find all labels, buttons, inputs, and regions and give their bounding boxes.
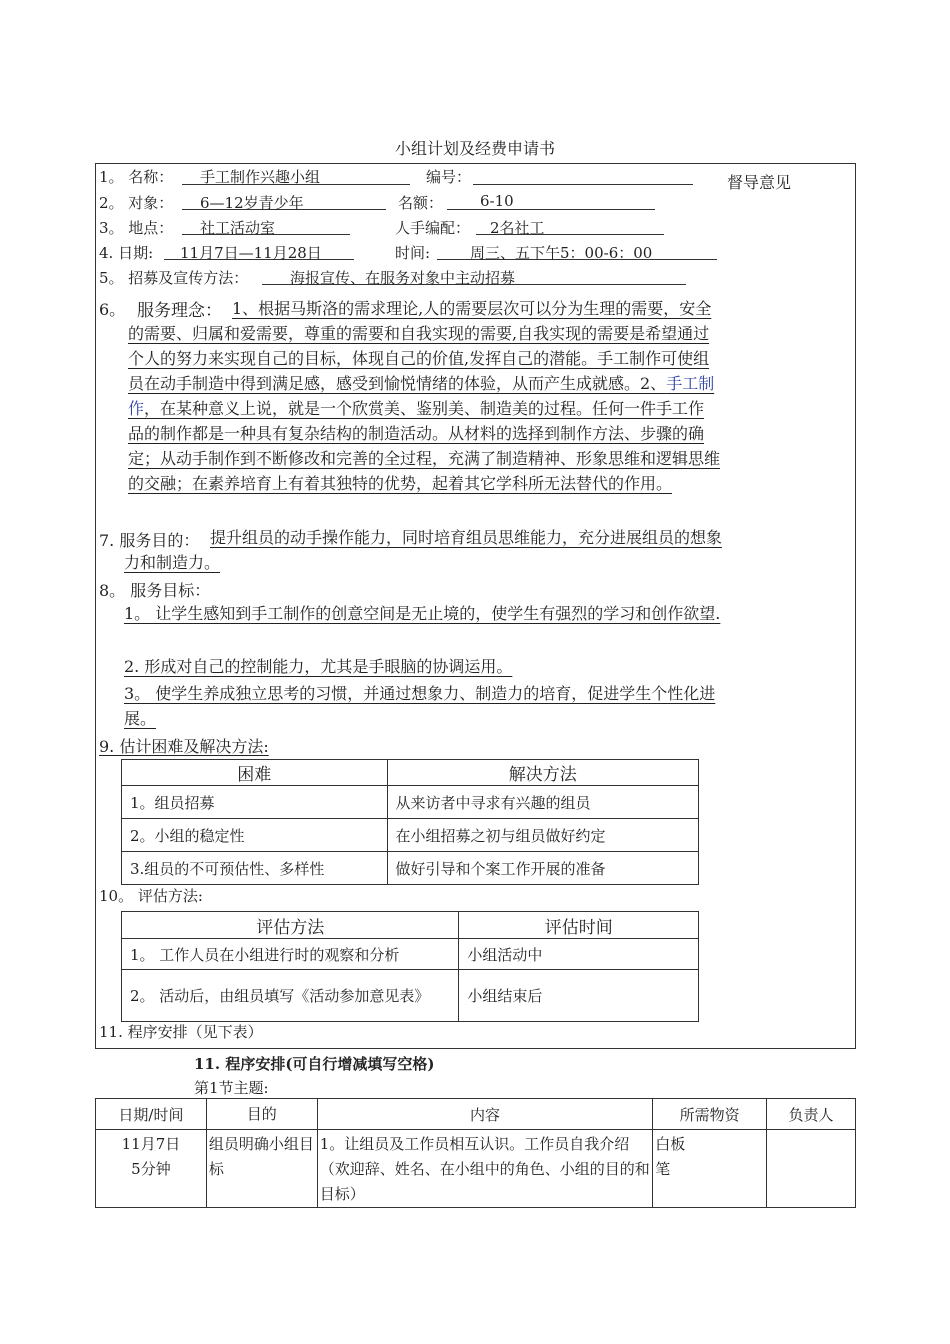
- table-cell: 1。 工作人员在小组进行时的观察和分析: [122, 939, 459, 970]
- quota-label: 名额：: [398, 194, 444, 212]
- content-cell: 1。让组员及工作员相互认识。工作员自我介绍（欢迎辞、姓名、在小组中的角色、小组的目的和目标）: [317, 1130, 652, 1208]
- session-theme: 第1节主题:: [194, 1079, 269, 1097]
- name-label: 1。 名称：: [99, 168, 174, 186]
- difficulties-table: [121, 759, 699, 885]
- date-text: 11月7日: [121, 1135, 181, 1153]
- table-cell: 2。 活动后，由组员填写《活动参加意见表》: [122, 970, 459, 1022]
- table-row: [96, 1130, 856, 1208]
- table-cell: 3.组员的不可预估性、多样性: [122, 852, 388, 885]
- material-item: 笔: [655, 1160, 671, 1178]
- table-cell: 做好引导和个案工作开展的准备: [387, 852, 698, 885]
- philosophy-text-pre: 1、根据马斯洛的需求理论,人的需要层次可以分为生理的需要，安全的需要、归属和爱需要，尊重的需要和自我实现的需要,自我实现的需要是希望通过个人的努力来实现自己的目标，体现自己的价值,发挥自己的潜能。手工制作可使组员在动手制造中得到满足感，感受到愉悦情绪的体验，从而产生成就感。2、: [128, 299, 712, 393]
- staff-value: 2名社工: [490, 219, 545, 237]
- date-label: 4. 日期:: [99, 244, 154, 262]
- table-cell: 小组结束后: [459, 970, 699, 1022]
- purpose-cell: 组员明确小组目标: [206, 1130, 317, 1208]
- staff-label: 人手编配：: [395, 219, 471, 237]
- evaluation-table: [121, 911, 699, 1022]
- table-row: [122, 970, 699, 1022]
- target-value: 6—12岁青少年: [200, 194, 304, 212]
- goal-item: 3。 使学生养成独立思考的习惯，并通过想象力、制造力的培育，促进学生个性化进展。: [124, 684, 716, 728]
- program-heading: 11. 程序安排(可自行增减填写空格): [194, 1055, 435, 1073]
- location-label: 3。 地点：: [99, 219, 174, 237]
- table-cell: 小组活动中: [459, 939, 699, 970]
- duration-text: 5分钟: [131, 1160, 171, 1178]
- table-cell: 在小组招募之初与组员做好约定: [387, 819, 698, 852]
- table-header-cell: 负责人: [767, 1099, 856, 1130]
- table-header-row: [96, 1099, 856, 1130]
- date-cell: [96, 1130, 207, 1208]
- table-header-cell: 评估时间: [459, 912, 699, 939]
- name-value: 手工制作兴趣小组: [200, 168, 321, 186]
- purpose-label: 7. 服务目的：: [99, 531, 200, 550]
- table-header-cell: 所需物资: [653, 1099, 767, 1130]
- date-value: 11月7日—11月28日: [180, 244, 322, 262]
- handicraft-link[interactable]: 手工制作: [128, 374, 715, 418]
- purpose-text: 提升组员的动手操作能力，同时培育组员思维能力，充分进展组员的想象力和制造力。: [124, 528, 723, 572]
- philosophy-number: 6。: [99, 300, 126, 319]
- table-header-cell: 日期/时间: [96, 1099, 207, 1130]
- recruit-value: 海报宣传、在服务对象中主动招募: [290, 269, 516, 287]
- time-label: 时间:: [395, 244, 431, 262]
- table-row: [122, 819, 699, 852]
- philosophy-label: 服务理念：: [137, 301, 222, 321]
- philosophy-text: [128, 296, 720, 496]
- evaluation-label: 10。 评估方法:: [99, 887, 203, 905]
- table-cell: 从来访者中寻求有兴趣的组员: [387, 786, 698, 819]
- table-header-cell: 评估方法: [122, 912, 459, 939]
- table-header-cell: 解决方法: [387, 760, 698, 786]
- materials-cell: [653, 1130, 767, 1208]
- philosophy-text-post: ，在某种意义上说，就是一个欣赏美、鉴别美、制造美的过程。任何一件手工作品的制作都是一种具有复杂结构的制造活动。从材料的选择到制作方法、步骤的确定；从动手制作到不断修改和完善的全过程，充满了制造精神、形象思维和逻辑思维的交融；在素养培育上有着其独特的优势，起着其它学科所无法替代的作用。: [128, 399, 721, 493]
- material-item: 白板: [655, 1135, 686, 1153]
- person-cell: [767, 1130, 856, 1208]
- table-row: [122, 939, 699, 970]
- table-header-cell: 目的: [206, 1099, 317, 1130]
- number-label: 编号：: [426, 168, 472, 186]
- goal-item: 2. 形成对自己的控制能力，尤其是手眼脑的协调运用。: [124, 657, 513, 676]
- program-note: 11. 程序安排（见下表）: [99, 1023, 263, 1041]
- table-header-cell: 困难: [122, 760, 388, 786]
- program-table: [95, 1098, 856, 1208]
- table-cell: 2。小组的稳定性: [122, 819, 388, 852]
- goals-label: 8。 服务目标：: [99, 581, 211, 600]
- table-cell: 1。组员招募: [122, 786, 388, 819]
- quota-underline: [447, 209, 655, 210]
- table-row: [122, 786, 699, 819]
- supervisor-opinion-label: 督导意见: [727, 173, 792, 192]
- table-header-row: [122, 912, 699, 939]
- goal-item: 1。 让学生感知到手工制作的创意空间是无止境的，使学生有强烈的学习和创作欲望.: [124, 604, 721, 623]
- table-header-row: [122, 760, 699, 786]
- difficulties-label: 9. 估计困难及解决方法:: [99, 737, 269, 756]
- table-row: [122, 852, 699, 885]
- location-value: 社工活动室: [200, 219, 276, 237]
- target-label: 2。 对象：: [99, 194, 174, 212]
- number-underline: [473, 184, 693, 185]
- quota-value: 6-10: [480, 192, 514, 210]
- table-header-cell: 内容: [317, 1099, 652, 1130]
- page-title: 小组计划及经费申请书: [394, 139, 555, 158]
- time-value: 周三、五下午5：00-6：00: [470, 244, 653, 262]
- recruit-label: 5。 招募及宣传方法：: [99, 269, 249, 287]
